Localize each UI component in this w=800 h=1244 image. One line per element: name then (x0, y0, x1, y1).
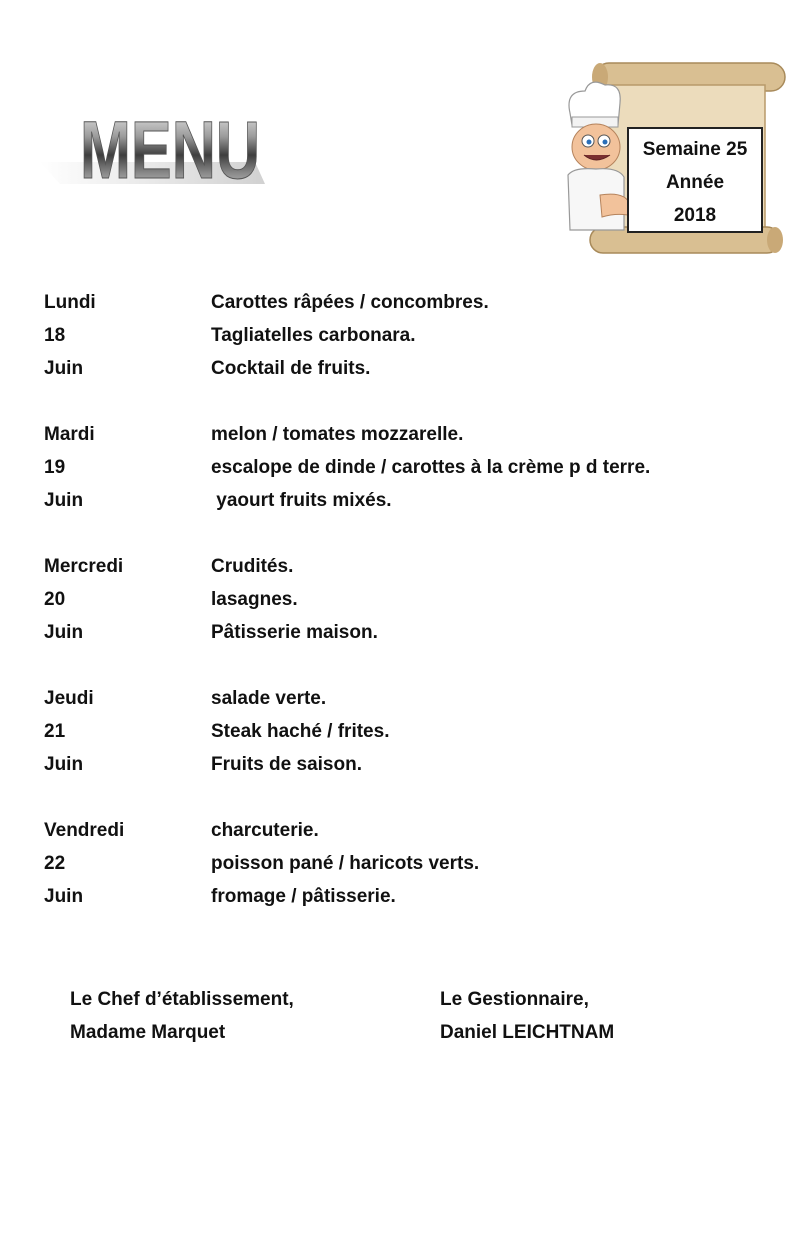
signature-name: Daniel LEICHTNAM (440, 1022, 615, 1043)
dish-main: lasagnes. (211, 589, 298, 610)
dish-dessert: Pâtisserie maison. (211, 622, 378, 643)
day-monday (44, 286, 784, 385)
day-month: Juin (44, 622, 84, 643)
day-month: Juin (44, 886, 84, 907)
week-number: Semaine 25 (642, 139, 748, 160)
menu-title: MENU (80, 105, 260, 196)
menu-logo (40, 92, 270, 196)
day-date: 21 (44, 721, 66, 742)
day-friday (44, 814, 784, 913)
day-name: Lundi (44, 292, 96, 313)
day-date: 20 (44, 589, 66, 610)
dish-main: poisson pané / haricots verts. (211, 853, 480, 874)
dish-starter: Crudités. (211, 556, 294, 577)
day-month: Juin (44, 358, 84, 379)
dish-starter: melon / tomates mozzarelle. (211, 424, 464, 445)
dish-dessert: fromage / pâtisserie. (211, 886, 396, 907)
dish-dessert: Fruits de saison. (211, 754, 362, 775)
day-date: 22 (44, 853, 66, 874)
day-name: Jeudi (44, 688, 94, 709)
day-thursday (44, 682, 784, 781)
day-month: Juin (44, 754, 84, 775)
day-name: Mercredi (44, 556, 124, 577)
day-wednesday (44, 550, 784, 649)
day-date: 19 (44, 457, 66, 478)
day-name: Mardi (44, 424, 95, 445)
dish-dessert: Cocktail de fruits. (211, 358, 371, 379)
dish-starter: charcuterie. (211, 820, 319, 841)
dish-starter: Carottes râpées / concombres. (211, 292, 489, 313)
signature-title: Le Chef d’établissement, (70, 989, 294, 1010)
dish-main: Tagliatelles carbonara. (211, 325, 416, 346)
signature-manager (440, 983, 614, 1049)
signature-title: Le Gestionnaire, (440, 989, 589, 1010)
year-label: Année (665, 172, 725, 193)
signature-chef (70, 983, 294, 1049)
day-tuesday (44, 418, 784, 517)
year-value: 2018 (673, 205, 717, 226)
day-date: 18 (44, 325, 66, 346)
day-name: Vendredi (44, 820, 125, 841)
dish-dessert: yaourt fruits mixés. (211, 490, 392, 511)
week-info-box (627, 127, 763, 233)
signature-name: Madame Marquet (70, 1022, 226, 1043)
dish-starter: salade verte. (211, 688, 327, 709)
weekly-menu (44, 286, 784, 946)
day-month: Juin (44, 490, 84, 511)
dish-main: escalope de dinde / carottes à la crème p d terre. (211, 457, 651, 478)
dish-main: Steak haché / frites. (211, 721, 390, 742)
